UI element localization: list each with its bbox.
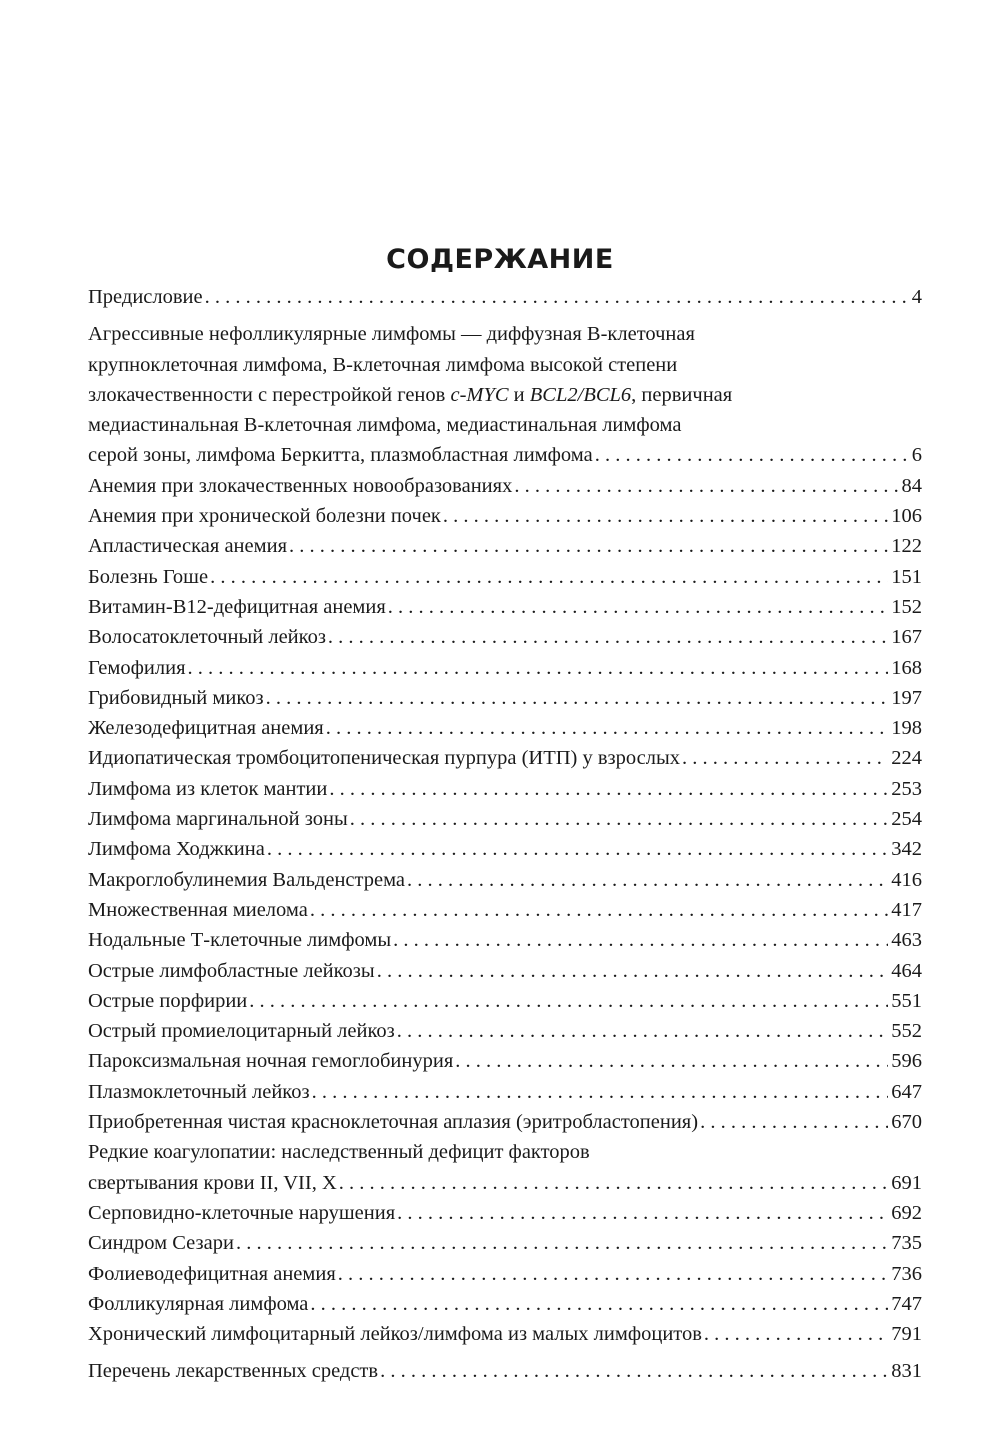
- leader-dots: [595, 440, 909, 470]
- toc-entry-page: 831: [891, 1360, 922, 1383]
- toc-entry-title-line: серой зоны, лимфома Беркитта, плазмобластная лимфома: [88, 444, 593, 467]
- toc-entry[interactable]: [88, 956, 922, 986]
- toc-entry-page: 106: [891, 505, 922, 528]
- toc-entry-title: Витамин-В12-дефицитная анемия: [88, 595, 386, 618]
- toc-entry-page: 152: [891, 595, 922, 618]
- leader-dots: [266, 683, 889, 713]
- toc-entry-title: Нодальные Т-клеточные лимфомы: [88, 929, 392, 952]
- leader-dots: [388, 592, 888, 622]
- toc-entry-page: 342: [891, 838, 922, 861]
- gene-name-bcl2-bcl6: BCL2/BCL6: [529, 383, 632, 406]
- toc-entry-title-part: и: [513, 383, 525, 406]
- toc-entry-preface[interactable]: [88, 282, 922, 312]
- toc-entry[interactable]: [88, 925, 922, 955]
- toc-entry-title: Острые порфирии: [88, 989, 248, 1012]
- toc-entry-title: Железодефицитная анемия: [88, 717, 324, 740]
- toc-entry-title: Лимфома Ходжкина: [88, 838, 265, 861]
- toc-entry-title-line: свертывания крови II, VII, X: [88, 1171, 337, 1194]
- leader-dots: [407, 865, 888, 895]
- toc-entry[interactable]: [88, 834, 922, 864]
- toc-entry[interactable]: [88, 1107, 922, 1137]
- leader-dots: [310, 1289, 888, 1319]
- toc-entry[interactable]: [88, 1198, 922, 1228]
- toc-entry[interactable]: [88, 713, 922, 743]
- leader-dots: [310, 895, 888, 925]
- leader-dots: [704, 1319, 888, 1349]
- toc-entry-title: Серповидно-клеточные нарушения: [88, 1201, 396, 1224]
- toc-entry-page: 254: [891, 808, 922, 831]
- leader-dots: [350, 804, 889, 834]
- leader-dots: [289, 531, 888, 561]
- table-of-contents: [88, 282, 922, 1387]
- toc-entry-title: Приобретенная чистая красноклеточная аплазия (эритробластопения): [88, 1111, 699, 1134]
- leader-dots: [312, 1077, 889, 1107]
- toc-entry-title: Перечень лекарственных средств: [88, 1360, 379, 1383]
- leader-dots: [397, 1016, 889, 1046]
- toc-entry-title: Множественная миелома: [88, 898, 308, 921]
- leader-dots: [397, 1198, 888, 1228]
- toc-entry-title: Гемофилия: [88, 656, 186, 679]
- toc-entry[interactable]: [88, 1077, 922, 1107]
- toc-entry[interactable]: [88, 653, 922, 683]
- toc-entry[interactable]: [88, 1016, 922, 1046]
- toc-entry-page: 691: [891, 1171, 922, 1194]
- toc-entry-page: 647: [891, 1080, 922, 1103]
- toc-entry-title: Лимфома из клеток мантии: [88, 777, 328, 800]
- toc-entry-title: Предисловие: [88, 286, 203, 308]
- toc-entry-title: Фолиеводефицитная анемия: [88, 1262, 336, 1285]
- leader-dots: [267, 834, 888, 864]
- toc-entry-page: 791: [891, 1323, 922, 1346]
- toc-entry[interactable]: [88, 622, 922, 652]
- toc-entry-title-part: злокачественности с перестройкой генов: [88, 383, 446, 406]
- toc-entry-title: Хронический лимфоцитарный лейкоз/лимфома из малых лимфоцитов: [88, 1323, 702, 1346]
- toc-entry-page: 736: [891, 1262, 922, 1285]
- leader-dots: [236, 1228, 888, 1258]
- toc-entry-title: Идиопатическая тромбоцитопеническая пурпура (ИТП) у взрослых: [88, 747, 681, 770]
- toc-entry-title-line: Редкие коагулопатии: наследственный дефицит факторов: [88, 1141, 590, 1164]
- toc-entry-page: 168: [891, 656, 922, 679]
- toc-entry-title: Лимфома маргинальной зоны: [88, 808, 348, 831]
- leader-dots: [188, 653, 889, 683]
- toc-entry-aggressive-lymphomas[interactable]: [88, 319, 922, 470]
- toc-entry-title-line: медиастинальная В-клеточная лимфома, медиастинальная лимфома: [88, 414, 682, 437]
- toc-entry-title-line: крупноклеточная лимфома, В-клеточная лимфома высокой степени: [88, 353, 678, 376]
- leader-dots: [205, 282, 909, 312]
- toc-entry[interactable]: [88, 1259, 922, 1289]
- leader-dots: [210, 562, 888, 592]
- toc-entry[interactable]: [88, 1046, 922, 1076]
- toc-entry-title: Пароксизмальная ночная гемоглобинурия: [88, 1050, 454, 1073]
- leader-dots: [329, 774, 888, 804]
- toc-entry-page: 6: [911, 444, 922, 467]
- leader-dots: [338, 1259, 888, 1289]
- toc-entry-page: 416: [891, 868, 922, 891]
- toc-entry[interactable]: [88, 683, 922, 713]
- toc-entry-page: 84: [901, 474, 922, 497]
- toc-entry[interactable]: [88, 986, 922, 1016]
- toc-entry-title-part: , первичная: [631, 383, 733, 406]
- toc-entry-page: 463: [891, 929, 922, 952]
- toc-entry-page: 224: [891, 747, 922, 770]
- toc-entry-title: Болезнь Гоше: [88, 565, 209, 588]
- toc-entry-page: 197: [891, 686, 922, 709]
- page-title: СОДЕРЖАНИЕ: [386, 244, 614, 275]
- toc-entry[interactable]: [88, 774, 922, 804]
- leader-dots: [377, 956, 889, 986]
- gene-name-cmyc: c-MYC: [450, 383, 509, 406]
- leader-dots: [514, 471, 898, 501]
- toc-entry-title: Апластическая анемия: [88, 535, 287, 558]
- toc-entry-page: 253: [891, 777, 922, 800]
- leader-dots: [682, 743, 888, 773]
- leader-dots: [700, 1107, 888, 1137]
- toc-entry-title: Анемия при злокачественных новообразованиях: [88, 474, 513, 497]
- toc-entry[interactable]: [88, 895, 922, 925]
- toc-entry[interactable]: [88, 592, 922, 622]
- leader-dots: [326, 713, 889, 743]
- toc-entry-title: Плазмоклеточный лейкоз: [88, 1080, 310, 1103]
- leader-dots: [339, 1168, 888, 1198]
- toc-entry-page: 747: [891, 1292, 922, 1315]
- toc-entry-title: Острый промиелоцитарный лейкоз: [88, 1020, 395, 1043]
- toc-entry-title: Макроглобулинемия Вальденстрема: [88, 868, 406, 891]
- toc-entry-page: 167: [891, 626, 922, 649]
- leader-dots: [443, 501, 888, 531]
- toc-entry[interactable]: [88, 1319, 922, 1349]
- toc-entry[interactable]: [88, 471, 922, 501]
- toc-entry[interactable]: [88, 1228, 922, 1258]
- toc-entry[interactable]: [88, 743, 922, 773]
- leader-dots: [249, 986, 888, 1016]
- toc-entry-page: 551: [891, 989, 922, 1012]
- toc-entry-page: 670: [891, 1111, 922, 1134]
- toc-entry-title-line: Агрессивные нефолликулярные лимфомы — диффузная В-клеточная: [88, 323, 695, 346]
- toc-entry[interactable]: [88, 562, 922, 592]
- toc-entry[interactable]: [88, 531, 922, 561]
- toc-entry-title: Анемия при хронической болезни почек: [88, 505, 441, 528]
- toc-entry[interactable]: [88, 804, 922, 834]
- toc-entry-rare-coagulopathies[interactable]: [88, 1137, 922, 1198]
- toc-entry-page: 122: [891, 535, 922, 558]
- toc-entry-title: Фолликулярная лимфома: [88, 1292, 309, 1315]
- leader-dots: [380, 1356, 888, 1386]
- toc-entry[interactable]: [88, 865, 922, 895]
- toc-entry-title: Грибовидный микоз: [88, 686, 264, 709]
- toc-entry-title: Острые лимфобластные лейкозы: [88, 959, 375, 982]
- leader-dots: [455, 1046, 888, 1076]
- toc-entry-page: 464: [891, 959, 922, 982]
- toc-entry-page: 417: [891, 898, 922, 921]
- toc-entry-title: Волосатоклеточный лейкоз: [88, 626, 326, 649]
- toc-entry-title: Синдром Сезари: [88, 1232, 234, 1255]
- toc-entry-page: 596: [891, 1050, 922, 1073]
- leader-dots: [393, 925, 888, 955]
- toc-entry-page: 198: [891, 717, 922, 740]
- toc-entry-title-line: [88, 380, 922, 410]
- toc-entry-drug-list[interactable]: [88, 1356, 922, 1386]
- toc-entry-page: 552: [891, 1020, 922, 1043]
- toc-entry[interactable]: [88, 1289, 922, 1319]
- toc-entry-page: 151: [891, 565, 922, 588]
- toc-entry[interactable]: [88, 501, 922, 531]
- toc-entry-page: 692: [891, 1201, 922, 1224]
- leader-dots: [328, 622, 888, 652]
- toc-entry-page: 735: [891, 1232, 922, 1255]
- toc-entry-page: 4: [911, 286, 922, 308]
